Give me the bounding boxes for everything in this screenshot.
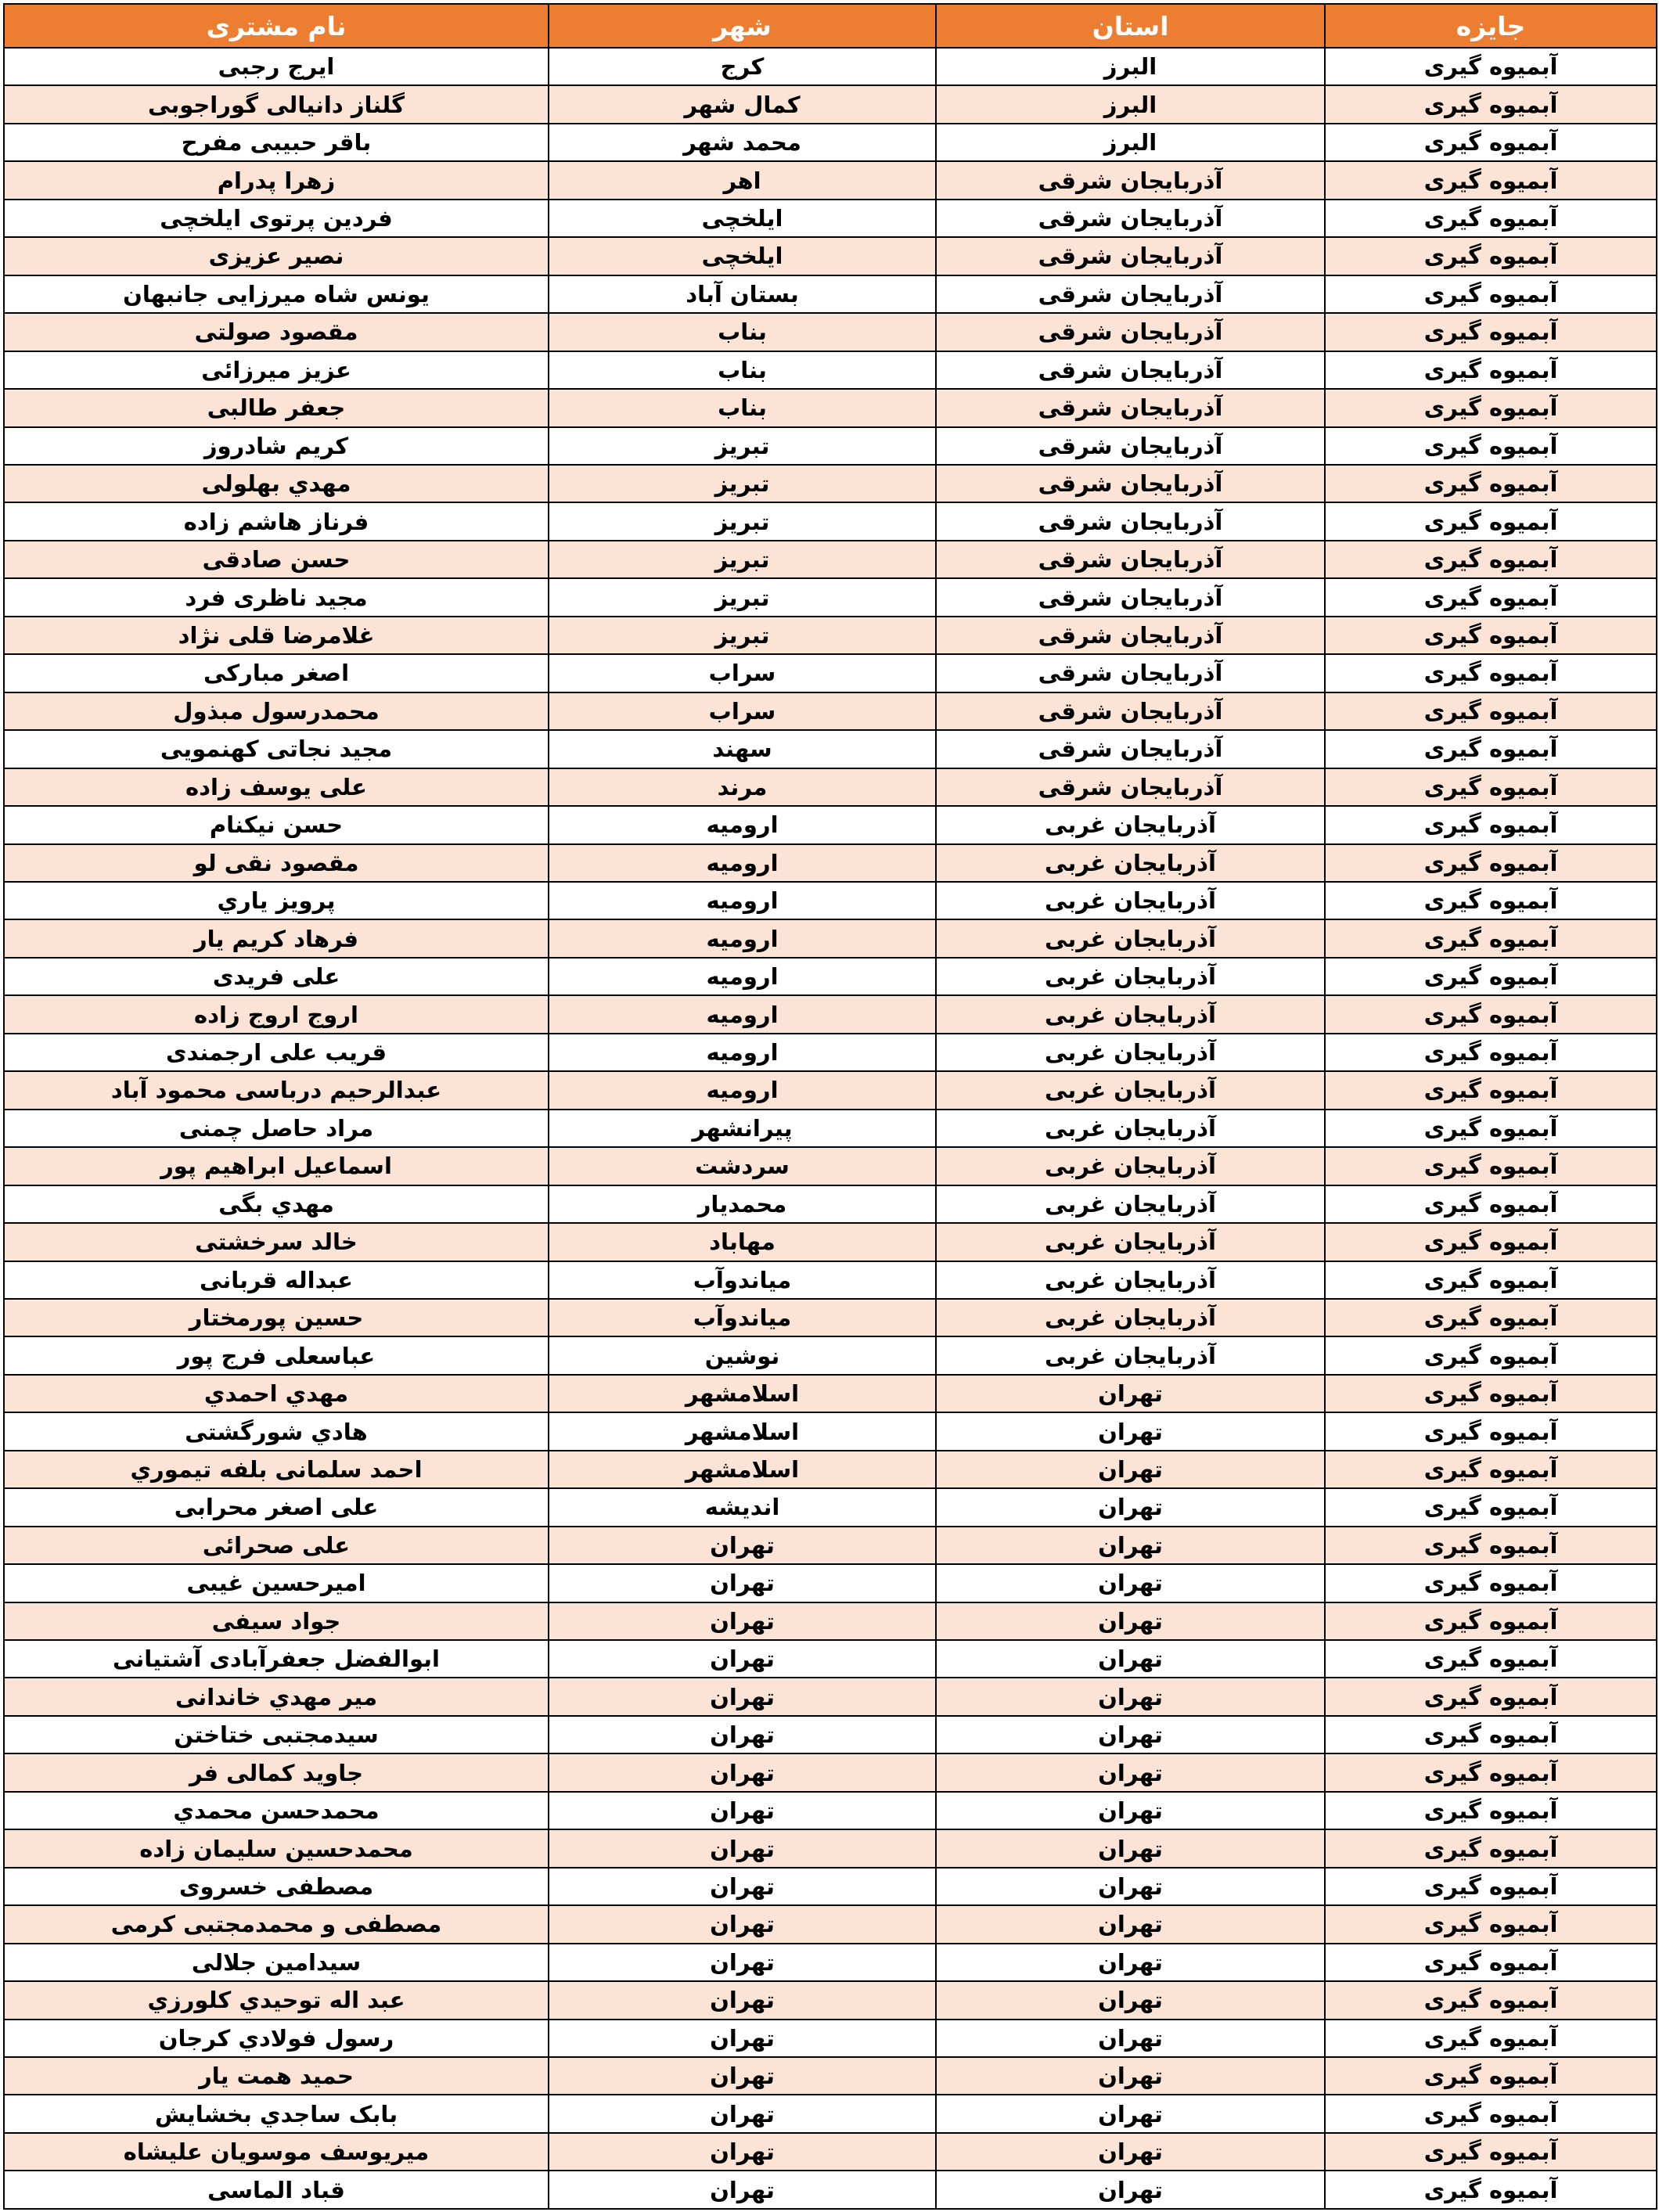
- province-cell: آذربایجان غربی: [936, 919, 1325, 957]
- province-cell: تهران: [936, 1602, 1325, 1640]
- customer-name-cell: علی یوسف زاده: [4, 768, 549, 806]
- city-cell: محمد شهر: [549, 124, 936, 161]
- prize-cell: آبمیوه گیری: [1325, 692, 1657, 730]
- province-cell: آذربایجان شرقی: [936, 465, 1325, 502]
- city-cell: تبریز: [549, 465, 936, 502]
- city-cell: تهران: [549, 2095, 936, 2132]
- customer-name-cell: فرهاد کریم یار: [4, 919, 549, 957]
- province-cell: آذربایجان شرقی: [936, 389, 1325, 426]
- prize-cell: آبمیوه گیری: [1325, 427, 1657, 465]
- city-cell: تهران: [549, 1640, 936, 1678]
- prize-cell: آبمیوه گیری: [1325, 1753, 1657, 1791]
- table-row: [4, 1527, 1657, 1564]
- prize-cell: آبمیوه گیری: [1325, 1792, 1657, 1829]
- header-prize: جایزه: [1325, 4, 1657, 48]
- table-row: [4, 2095, 1657, 2132]
- table-row: [4, 958, 1657, 995]
- city-cell: ارومیه: [549, 1071, 936, 1109]
- prize-cell: آبمیوه گیری: [1325, 2095, 1657, 2132]
- prize-cell: آبمیوه گیری: [1325, 1185, 1657, 1223]
- table-row: [4, 768, 1657, 806]
- province-cell: تهران: [936, 1527, 1325, 1564]
- customer-name-cell: مقصود نقی لو: [4, 844, 549, 882]
- customer-name-cell: حسن نیکنام: [4, 806, 549, 843]
- city-cell: اسلامشهر: [549, 1451, 936, 1488]
- province-cell: آذربایجان شرقی: [936, 692, 1325, 730]
- city-cell: بناب: [549, 313, 936, 351]
- prize-cell: آبمیوه گیری: [1325, 1451, 1657, 1488]
- city-cell: سهند: [549, 730, 936, 768]
- customer-name-cell: اسماعیل ابراهیم پور: [4, 1147, 549, 1185]
- prize-cell: آبمیوه گیری: [1325, 1640, 1657, 1678]
- province-cell: آذربایجان غربی: [936, 882, 1325, 919]
- prize-cell: آبمیوه گیری: [1325, 2133, 1657, 2171]
- table-row: [4, 2020, 1657, 2057]
- city-cell: محمدیار: [549, 1185, 936, 1223]
- table-row: [4, 124, 1657, 161]
- header-province: استان: [936, 4, 1325, 48]
- province-cell: تهران: [936, 1716, 1325, 1753]
- province-cell: آذربایجان غربی: [936, 1261, 1325, 1299]
- province-cell: آذربایجان شرقی: [936, 541, 1325, 578]
- table-row: [4, 313, 1657, 351]
- table-row: [4, 161, 1657, 199]
- table-row: [4, 995, 1657, 1033]
- prize-cell: آبمیوه گیری: [1325, 313, 1657, 351]
- province-cell: تهران: [936, 2020, 1325, 2057]
- customer-name-cell: غلامرضا قلی نژاد: [4, 617, 549, 654]
- customer-name-cell: بابک ساجدي بخشایش: [4, 2095, 549, 2132]
- customer-name-cell: عبدالرحیم درباسی محمود آباد: [4, 1071, 549, 1109]
- city-cell: تهران: [549, 1564, 936, 1602]
- prize-cell: آبمیوه گیری: [1325, 1071, 1657, 1109]
- table-row: [4, 1451, 1657, 1488]
- province-cell: تهران: [936, 1640, 1325, 1678]
- customer-name-cell: باقر حبیبی مفرح: [4, 124, 549, 161]
- province-cell: آذربایجان غربی: [936, 958, 1325, 995]
- table-row: [4, 617, 1657, 654]
- customer-name-cell: مصطفی خسروی: [4, 1868, 549, 1905]
- city-cell: مهاباد: [549, 1223, 936, 1261]
- customer-name-cell: فردین پرتوی ایلخچی: [4, 200, 549, 237]
- prize-cell: آبمیوه گیری: [1325, 237, 1657, 275]
- customer-name-cell: اروج اروج زاده: [4, 995, 549, 1033]
- province-cell: آذربایجان شرقی: [936, 313, 1325, 351]
- city-cell: تهران: [549, 1792, 936, 1829]
- prize-cell: آبمیوه گیری: [1325, 1412, 1657, 1450]
- province-cell: تهران: [936, 1905, 1325, 1943]
- city-cell: سراب: [549, 692, 936, 730]
- prize-cell: آبمیوه گیری: [1325, 1261, 1657, 1299]
- prize-cell: آبمیوه گیری: [1325, 465, 1657, 502]
- customer-name-cell: حسن صادقی: [4, 541, 549, 578]
- prize-cell: آبمیوه گیری: [1325, 124, 1657, 161]
- table-row: [4, 1753, 1657, 1791]
- prize-cell: آبمیوه گیری: [1325, 389, 1657, 426]
- province-cell: آذربایجان شرقی: [936, 617, 1325, 654]
- prize-cell: آبمیوه گیری: [1325, 1829, 1657, 1867]
- city-cell: ارومیه: [549, 806, 936, 843]
- customer-name-cell: گلناز دانیالی گوراجوبی: [4, 85, 549, 123]
- table-row: [4, 1412, 1657, 1450]
- province-cell: تهران: [936, 1792, 1325, 1829]
- header-city: شهر: [549, 4, 936, 48]
- province-cell: تهران: [936, 2095, 1325, 2132]
- city-cell: بستان آباد: [549, 275, 936, 313]
- table-row: [4, 692, 1657, 730]
- province-cell: آذربایجان غربی: [936, 1299, 1325, 1336]
- customer-name-cell: مجید نجاتی کهنمویی: [4, 730, 549, 768]
- province-cell: آذربایجان شرقی: [936, 275, 1325, 313]
- table-row: [4, 200, 1657, 237]
- customer-name-cell: محمدحسن محمدي: [4, 1792, 549, 1829]
- prize-cell: آبمیوه گیری: [1325, 1147, 1657, 1185]
- province-cell: تهران: [936, 1412, 1325, 1450]
- customer-name-cell: سیدمجتبی ختاختن: [4, 1716, 549, 1753]
- table-row: [4, 427, 1657, 465]
- city-cell: تهران: [549, 1602, 936, 1640]
- prize-cell: آبمیوه گیری: [1325, 85, 1657, 123]
- province-cell: آذربایجان غربی: [936, 844, 1325, 882]
- city-cell: اندیشه: [549, 1488, 936, 1526]
- province-cell: آذربایجان شرقی: [936, 427, 1325, 465]
- customer-name-cell: عبد اله توحیدي کلورزي: [4, 1981, 549, 2019]
- customer-name-cell: مراد حاصل چمنی: [4, 1110, 549, 1147]
- customer-name-cell: مهدي بهلولی: [4, 465, 549, 502]
- table-row: [4, 1905, 1657, 1943]
- province-cell: آذربایجان غربی: [936, 995, 1325, 1033]
- city-cell: ایلخچی: [549, 237, 936, 275]
- table-row: [4, 1071, 1657, 1109]
- prize-cell: آبمیوه گیری: [1325, 2057, 1657, 2095]
- customer-name-cell: علی فریدی: [4, 958, 549, 995]
- prize-cell: آبمیوه گیری: [1325, 502, 1657, 540]
- customer-name-cell: محمدرسول مبذول: [4, 692, 549, 730]
- city-cell: تبریز: [549, 578, 936, 616]
- prize-cell: آبمیوه گیری: [1325, 1375, 1657, 1412]
- province-cell: آذربایجان شرقی: [936, 730, 1325, 768]
- customer-name-cell: محمدحسین سلیمان زاده: [4, 1829, 549, 1867]
- table-row: [4, 919, 1657, 957]
- province-cell: البرز: [936, 48, 1325, 85]
- city-cell: ارومیه: [549, 958, 936, 995]
- province-cell: آذربایجان شرقی: [936, 654, 1325, 692]
- prize-cell: آبمیوه گیری: [1325, 1299, 1657, 1336]
- table-row: [4, 1829, 1657, 1867]
- customer-name-cell: میر مهدي خاندانی: [4, 1678, 549, 1715]
- city-cell: سردشت: [549, 1147, 936, 1185]
- header-customer-name: نام مشتری: [4, 4, 549, 48]
- prize-cell: آبمیوه گیری: [1325, 200, 1657, 237]
- prize-cell: آبمیوه گیری: [1325, 1868, 1657, 1905]
- prize-cell: آبمیوه گیری: [1325, 730, 1657, 768]
- prize-cell: آبمیوه گیری: [1325, 2171, 1657, 2209]
- table-row: [4, 1261, 1657, 1299]
- province-cell: تهران: [936, 1678, 1325, 1715]
- city-cell: تبریز: [549, 541, 936, 578]
- city-cell: ارومیه: [549, 1034, 936, 1071]
- prize-cell: آبمیوه گیری: [1325, 1488, 1657, 1526]
- prize-cell: آبمیوه گیری: [1325, 1981, 1657, 2019]
- prize-cell: آبمیوه گیری: [1325, 1944, 1657, 1981]
- prize-cell: آبمیوه گیری: [1325, 617, 1657, 654]
- city-cell: مرند: [549, 768, 936, 806]
- table-row: [4, 389, 1657, 426]
- province-cell: تهران: [936, 1944, 1325, 1981]
- customer-name-cell: زهرا پدرام: [4, 161, 549, 199]
- customer-name-cell: مصطفی و محمدمجتبی کرمی: [4, 1905, 549, 1943]
- city-cell: کرج: [549, 48, 936, 85]
- prize-cell: آبمیوه گیری: [1325, 161, 1657, 199]
- table-row: [4, 1602, 1657, 1640]
- city-cell: تهران: [549, 1716, 936, 1753]
- city-cell: ارومیه: [549, 995, 936, 1033]
- customer-name-cell: یونس شاه میرزایی جانبهان: [4, 275, 549, 313]
- prize-cell: آبمیوه گیری: [1325, 541, 1657, 578]
- province-cell: آذربایجان شرقی: [936, 200, 1325, 237]
- prize-cell: آبمیوه گیری: [1325, 995, 1657, 1033]
- city-cell: تهران: [549, 2057, 936, 2095]
- province-cell: تهران: [936, 1981, 1325, 2019]
- city-cell: تهران: [549, 2020, 936, 2057]
- city-cell: اهر: [549, 161, 936, 199]
- table-row: [4, 654, 1657, 692]
- table-row: [4, 1147, 1657, 1185]
- table-row: [4, 1716, 1657, 1753]
- table-row: [4, 2171, 1657, 2209]
- table-row: [4, 1678, 1657, 1715]
- customer-name-cell: حمید همت یار: [4, 2057, 549, 2095]
- customer-name-cell: مقصود صولتی: [4, 313, 549, 351]
- prize-cell: آبمیوه گیری: [1325, 1716, 1657, 1753]
- city-cell: تبریز: [549, 502, 936, 540]
- table-row: [4, 1488, 1657, 1526]
- city-cell: تهران: [549, 1868, 936, 1905]
- table-row: [4, 1185, 1657, 1223]
- table-row: [4, 1640, 1657, 1678]
- city-cell: تهران: [549, 1944, 936, 1981]
- table-row: [4, 730, 1657, 768]
- table-row: [4, 85, 1657, 123]
- table-row: [4, 844, 1657, 882]
- customer-name-cell: احمد سلمانی بلفه تیموري: [4, 1451, 549, 1488]
- customer-name-cell: عبداله قربانی: [4, 1261, 549, 1299]
- prize-cell: آبمیوه گیری: [1325, 768, 1657, 806]
- prize-cell: آبمیوه گیری: [1325, 2020, 1657, 2057]
- table-row: [4, 1034, 1657, 1071]
- prize-cell: آبمیوه گیری: [1325, 351, 1657, 389]
- prize-cell: آبمیوه گیری: [1325, 1678, 1657, 1715]
- prize-cell: آبمیوه گیری: [1325, 1564, 1657, 1602]
- province-cell: البرز: [936, 85, 1325, 123]
- table-row: [4, 2133, 1657, 2171]
- prize-cell: آبمیوه گیری: [1325, 844, 1657, 882]
- customer-name-cell: علی اصغر محرابی: [4, 1488, 549, 1526]
- province-cell: آذربایجان غربی: [936, 806, 1325, 843]
- customer-name-cell: مهدي احمدي: [4, 1375, 549, 1412]
- customer-name-cell: رسول فولادي کرجان: [4, 2020, 549, 2057]
- table-row: [4, 1868, 1657, 1905]
- city-cell: ارومیه: [549, 919, 936, 957]
- province-cell: آذربایجان شرقی: [936, 161, 1325, 199]
- customer-name-cell: قباد الماسی: [4, 2171, 549, 2209]
- city-cell: میاندوآب: [549, 1261, 936, 1299]
- province-cell: آذربایجان شرقی: [936, 351, 1325, 389]
- city-cell: تبریز: [549, 617, 936, 654]
- prize-cell: آبمیوه گیری: [1325, 654, 1657, 692]
- province-cell: تهران: [936, 1451, 1325, 1488]
- customer-name-cell: حسین پورمختار: [4, 1299, 549, 1336]
- city-cell: بناب: [549, 351, 936, 389]
- table-row: [4, 48, 1657, 85]
- province-cell: تهران: [936, 2057, 1325, 2095]
- customer-name-cell: فرناز هاشم زاده: [4, 502, 549, 540]
- prize-cell: آبمیوه گیری: [1325, 1110, 1657, 1147]
- province-cell: تهران: [936, 2171, 1325, 2209]
- customer-name-cell: مهدي بگی: [4, 1185, 549, 1223]
- table-row: [4, 541, 1657, 578]
- table-row: [4, 502, 1657, 540]
- customer-name-cell: ایرج رجبی: [4, 48, 549, 85]
- table-row: [4, 882, 1657, 919]
- province-cell: تهران: [936, 1375, 1325, 1412]
- table-row: [4, 1981, 1657, 2019]
- table-row: [4, 2057, 1657, 2095]
- customer-name-cell: اصغر مبارکی: [4, 654, 549, 692]
- prize-cell: آبمیوه گیری: [1325, 882, 1657, 919]
- city-cell: میاندوآب: [549, 1299, 936, 1336]
- province-cell: آذربایجان غربی: [936, 1147, 1325, 1185]
- province-cell: تهران: [936, 1564, 1325, 1602]
- prize-cell: آبمیوه گیری: [1325, 578, 1657, 616]
- prize-cell: آبمیوه گیری: [1325, 1602, 1657, 1640]
- province-cell: آذربایجان شرقی: [936, 237, 1325, 275]
- customer-name-cell: علی صحرائی: [4, 1527, 549, 1564]
- province-cell: البرز: [936, 124, 1325, 161]
- province-cell: آذربایجان شرقی: [936, 502, 1325, 540]
- table-row: [4, 1110, 1657, 1147]
- city-cell: ارومیه: [549, 882, 936, 919]
- customer-name-cell: میریوسف موسویان علیشاه: [4, 2133, 549, 2171]
- city-cell: تهران: [549, 1981, 936, 2019]
- province-cell: آذربایجان غربی: [936, 1185, 1325, 1223]
- customer-name-cell: عزیز میرزائی: [4, 351, 549, 389]
- province-cell: تهران: [936, 1829, 1325, 1867]
- province-cell: آذربایجان غربی: [936, 1034, 1325, 1071]
- header-row: [4, 4, 1657, 48]
- prize-cell: آبمیوه گیری: [1325, 919, 1657, 957]
- prize-cell: آبمیوه گیری: [1325, 275, 1657, 313]
- city-cell: اسلامشهر: [549, 1375, 936, 1412]
- table-row: [4, 1299, 1657, 1336]
- city-cell: تبریز: [549, 427, 936, 465]
- city-cell: تهران: [549, 2133, 936, 2171]
- province-cell: تهران: [936, 1868, 1325, 1905]
- city-cell: تهران: [549, 1678, 936, 1715]
- customer-name-cell: قریب علی ارجمندی: [4, 1034, 549, 1071]
- customer-name-cell: جواد سیفی: [4, 1602, 549, 1640]
- city-cell: تهران: [549, 1905, 936, 1943]
- city-cell: اسلامشهر: [549, 1412, 936, 1450]
- table-row: [4, 465, 1657, 502]
- customer-name-cell: خالد سرخشتی: [4, 1223, 549, 1261]
- customer-name-cell: مجید ناظری فرد: [4, 578, 549, 616]
- city-cell: سراب: [549, 654, 936, 692]
- table-row: [4, 806, 1657, 843]
- table-row: [4, 237, 1657, 275]
- table-row: [4, 1564, 1657, 1602]
- customer-name-cell: پرويز ياري: [4, 882, 549, 919]
- city-cell: تهران: [549, 1829, 936, 1867]
- prize-cell: آبمیوه گیری: [1325, 1223, 1657, 1261]
- table-row: [4, 351, 1657, 389]
- prize-cell: آبمیوه گیری: [1325, 1336, 1657, 1374]
- table-row: [4, 1375, 1657, 1412]
- city-cell: تهران: [549, 2171, 936, 2209]
- table-row: [4, 1223, 1657, 1261]
- customer-name-cell: کریم شادروز: [4, 427, 549, 465]
- city-cell: ایلخچی: [549, 200, 936, 237]
- city-cell: بناب: [549, 389, 936, 426]
- city-cell: ارومیه: [549, 844, 936, 882]
- winners-table: [3, 3, 1657, 2210]
- city-cell: پیرانشهر: [549, 1110, 936, 1147]
- customer-name-cell: جاوید کمالی فر: [4, 1753, 549, 1791]
- province-cell: آذربایجان غربی: [936, 1110, 1325, 1147]
- table-row: [4, 275, 1657, 313]
- prize-cell: آبمیوه گیری: [1325, 806, 1657, 843]
- province-cell: آذربایجان غربی: [936, 1071, 1325, 1109]
- customer-name-cell: جعفر طالبی: [4, 389, 549, 426]
- province-cell: تهران: [936, 1753, 1325, 1791]
- prize-cell: آبمیوه گیری: [1325, 1034, 1657, 1071]
- table-row: [4, 578, 1657, 616]
- city-cell: کمال شهر: [549, 85, 936, 123]
- customer-name-cell: عباسعلی فرج پور: [4, 1336, 549, 1374]
- prize-cell: آبمیوه گیری: [1325, 48, 1657, 85]
- customer-name-cell: امیرحسین غیبی: [4, 1564, 549, 1602]
- customer-name-cell: نصیر عزیزی: [4, 237, 549, 275]
- province-cell: آذربایجان شرقی: [936, 768, 1325, 806]
- province-cell: آذربایجان شرقی: [936, 578, 1325, 616]
- prize-cell: آبمیوه گیری: [1325, 1527, 1657, 1564]
- province-cell: تهران: [936, 1488, 1325, 1526]
- city-cell: تهران: [549, 1527, 936, 1564]
- city-cell: نوشین: [549, 1336, 936, 1374]
- customer-name-cell: ابوالفضل جعفرآبادی آشتیانی: [4, 1640, 549, 1678]
- prize-cell: آبمیوه گیری: [1325, 1905, 1657, 1943]
- prize-cell: آبمیوه گیری: [1325, 958, 1657, 995]
- city-cell: تهران: [549, 1753, 936, 1791]
- table-row: [4, 1336, 1657, 1374]
- province-cell: تهران: [936, 2133, 1325, 2171]
- customer-name-cell: سیدامین جلالی: [4, 1944, 549, 1981]
- customer-name-cell: هادي شورگشتی: [4, 1412, 549, 1450]
- province-cell: آذربایجان غربی: [936, 1336, 1325, 1374]
- table-row: [4, 1792, 1657, 1829]
- province-cell: آذربایجان غربی: [936, 1223, 1325, 1261]
- table-row: [4, 1944, 1657, 1981]
